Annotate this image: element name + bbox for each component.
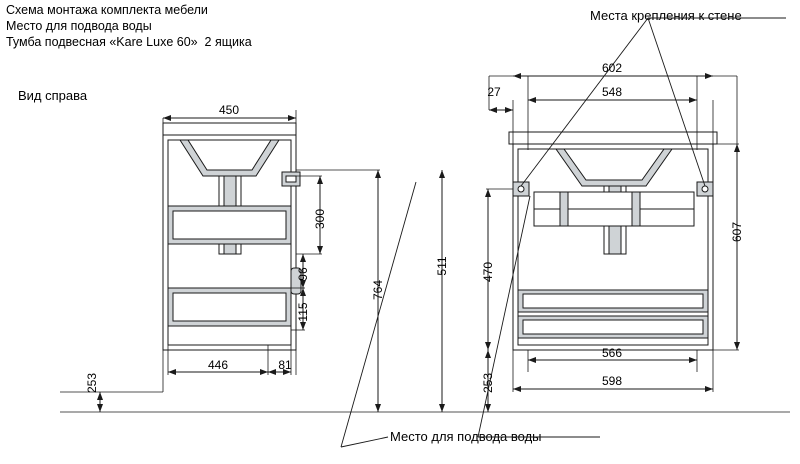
dim-label-566: 566	[601, 346, 623, 360]
dim-label-446: 446	[207, 358, 229, 372]
dim-label-450: 450	[218, 103, 240, 117]
dim-label-548: 548	[601, 85, 623, 99]
front-view-cabinet	[509, 132, 717, 350]
dim-label-511: 511	[435, 256, 449, 276]
label-water-supply: Место для подвода воды	[390, 429, 542, 444]
dim-label-598: 598	[601, 374, 623, 388]
dim-label-470: 470	[481, 261, 495, 283]
title-line-3: Тумба подвесная «Kare Luxe 60» 2 ящика	[6, 35, 252, 49]
label-view-right: Вид справа	[18, 88, 88, 103]
dim-label-115: 115	[296, 302, 310, 322]
dim-label-253-left: 253	[85, 372, 99, 394]
dim-label-27: 27	[487, 85, 501, 99]
dim-label-300: 300	[313, 208, 327, 230]
title-line-1: Схема монтажа комплекта мебели	[6, 3, 208, 17]
dim-label-253-right: 253	[481, 372, 495, 394]
dim-label-81: 81	[278, 358, 292, 372]
dim-label-96: 96	[296, 267, 310, 281]
dim-label-764: 764	[371, 279, 385, 301]
label-wall-mount: Места крепления к стене	[590, 8, 742, 23]
dim-764	[296, 170, 380, 412]
title-line-2: Место для подвода воды	[6, 19, 152, 33]
dim-label-602: 602	[601, 61, 623, 75]
dim-607	[713, 144, 739, 350]
dim-label-607: 607	[730, 221, 744, 243]
side-view-cabinet	[163, 123, 301, 350]
